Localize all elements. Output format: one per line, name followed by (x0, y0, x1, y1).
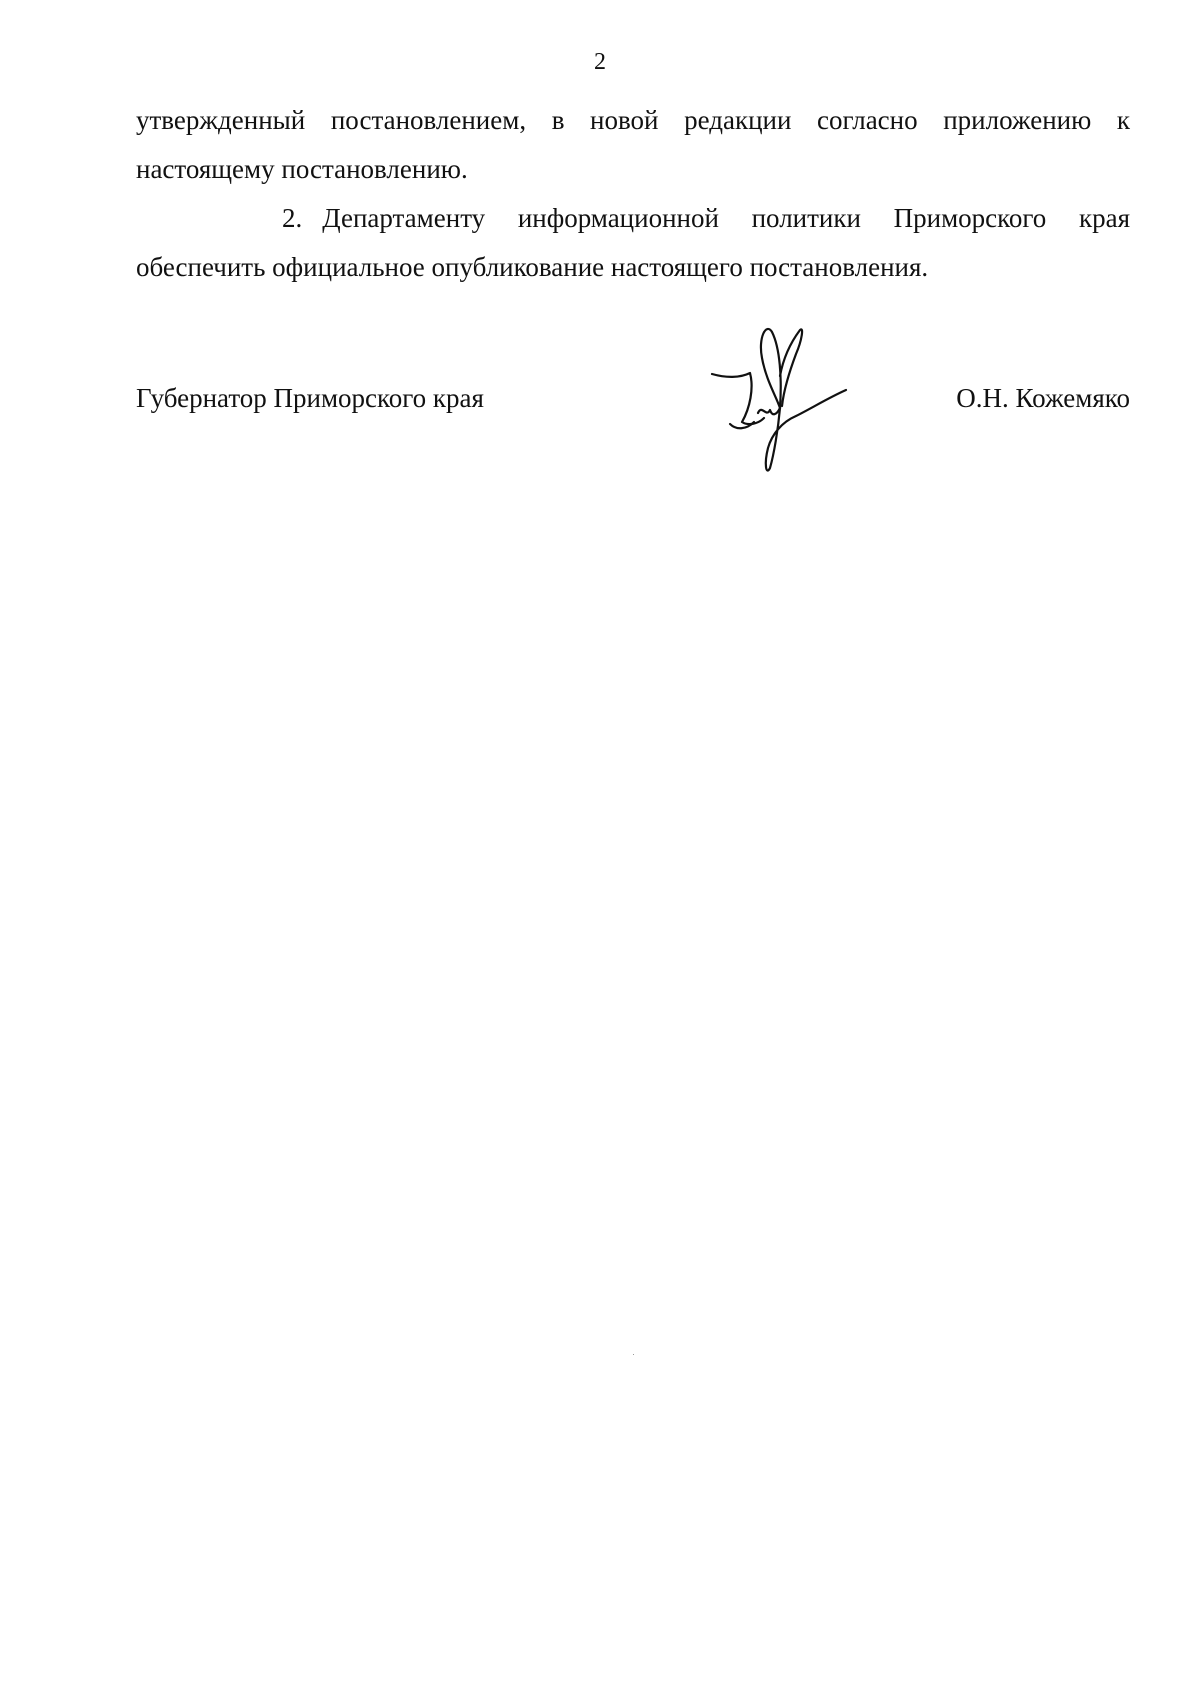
signatory-position: Губернатор Приморского края (136, 383, 484, 413)
scan-artifact (633, 1354, 634, 1355)
item-text: Департаменту информационной политики Приморского края обеспечить официальное опубликование настоящего постановления. (136, 203, 1130, 282)
document-body (136, 96, 1130, 292)
page-number: 2 (594, 49, 606, 75)
handwritten-signature (700, 318, 860, 478)
item-number: 2. (282, 203, 303, 233)
paragraph-continuation: утвержденный постановлением, в новой редакции согласно приложению к настоящему постановлению. (136, 105, 1130, 184)
signatory-name: О.Н. Кожемяко (956, 383, 1130, 413)
paragraph-item-2 (136, 194, 1130, 292)
signature-block (136, 378, 1130, 418)
